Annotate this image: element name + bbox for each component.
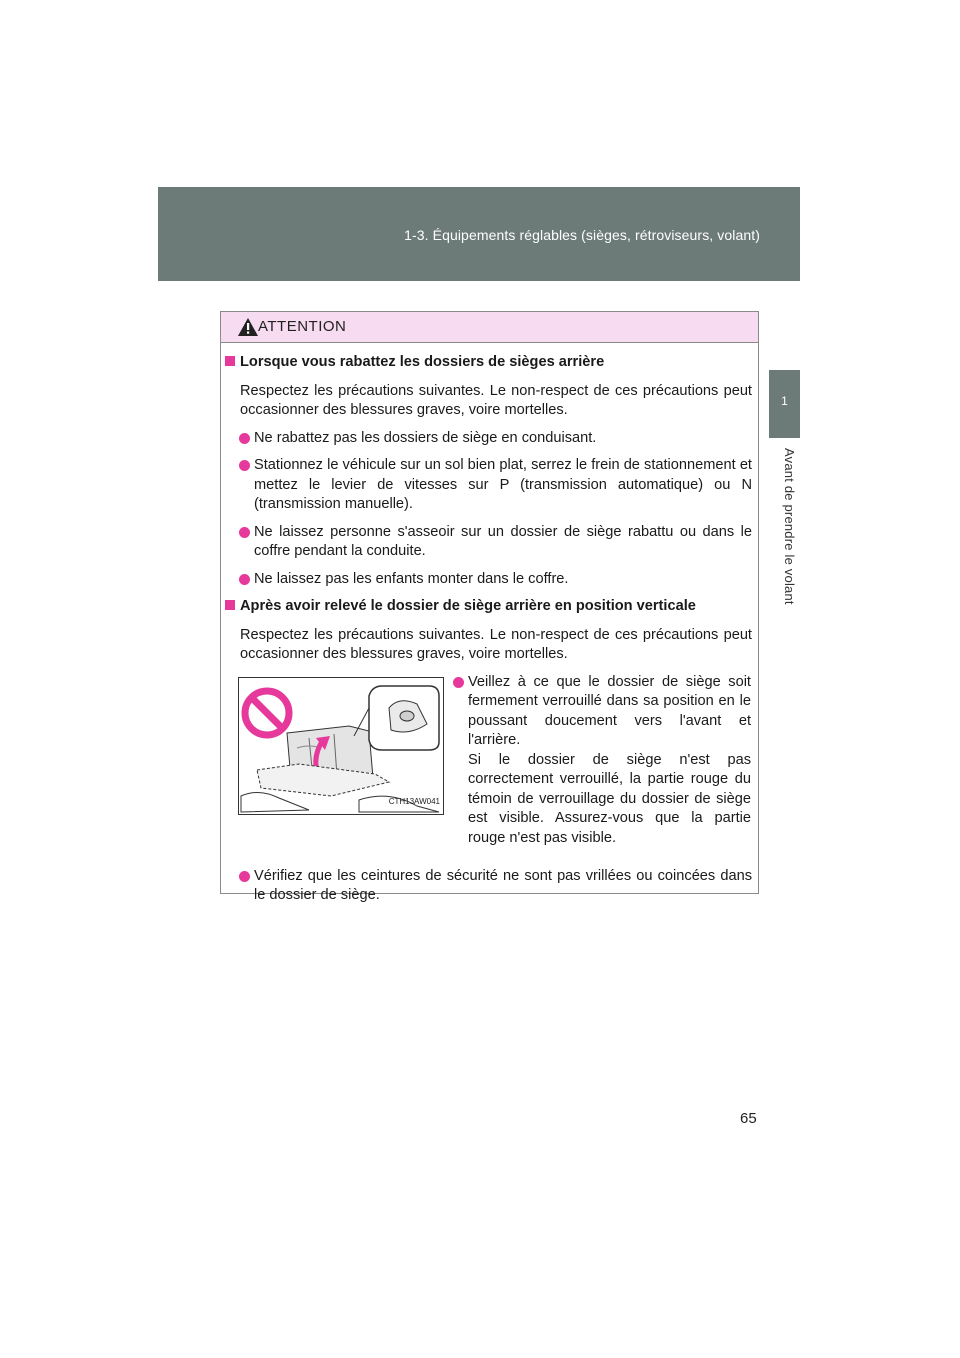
section-title: 1-3. Équipements réglables (sièges, rétroviseurs, volant) xyxy=(404,227,760,243)
seat-illustration xyxy=(238,677,444,815)
section-intro: Respectez les précautions suivantes. Le non-respect de ces précautions peut occasionner des blessures graves, voire mortelles. xyxy=(240,626,752,662)
figure-row xyxy=(221,673,752,859)
list-item: Vérifiez que les ceintures de sécurité ne sont pas vrillées ou coincées dans le dossier de siège. xyxy=(221,867,752,906)
list-item: Veillez à ce que le dossier de siège soit fermement verrouillé dans sa position en le poussant doucement vers l'avant et l'arrière. Si le dossier de siège n'est pas correctement verrouillé, la partie rouge du témoin de verrouillage du dossier de siège est visible. Assurez-vous que la partie rouge n'est pas visible. xyxy=(453,673,751,849)
chapter-label: Avant de prendre le volant xyxy=(782,448,797,605)
round-bullet-icon xyxy=(239,460,250,471)
list-item: Ne laissez personne s'asseoir sur un dossier de siège rabattu ou dans le coffre pendant la conduite. xyxy=(221,523,752,562)
list-item: Ne laissez pas les enfants monter dans le coffre. xyxy=(221,570,752,590)
warning-box xyxy=(220,311,759,903)
section-intro: Respectez les précautions suivantes. Le non-respect de ces précautions peut occasionner des blessures graves, voire mortelles. xyxy=(240,382,752,418)
round-bullet-icon xyxy=(239,871,250,882)
section-heading: Après avoir relevé le dossier de siège arrière en position verticale xyxy=(221,597,752,617)
round-bullet-icon xyxy=(239,527,250,538)
square-bullet-icon xyxy=(225,356,235,366)
warning-triangle-icon xyxy=(237,317,259,337)
list-item: Ne rabattez pas les dossiers de siège en conduisant. xyxy=(221,429,752,449)
round-bullet-icon xyxy=(239,574,250,585)
warning-header xyxy=(221,312,758,343)
list-item: Stationnez le véhicule sur un sol bien plat, serrez le frein de stationnement et mettez le levier de vitesses sur P (transmission automatique) ou N (transmission manuelle). xyxy=(221,456,752,515)
header-band xyxy=(158,187,800,281)
square-bullet-icon xyxy=(225,600,235,610)
section-heading: Lorsque vous rabattez les dossiers de sièges arrière xyxy=(221,353,752,373)
round-bullet-icon xyxy=(453,677,464,688)
warning-body xyxy=(221,343,758,906)
round-bullet-icon xyxy=(239,433,250,444)
page-number: 65 xyxy=(740,1110,757,1127)
figure-code: CTH13AW041 xyxy=(388,797,440,806)
warning-title: ATTENTION xyxy=(258,318,347,335)
chapter-tab: 1 xyxy=(769,370,800,438)
